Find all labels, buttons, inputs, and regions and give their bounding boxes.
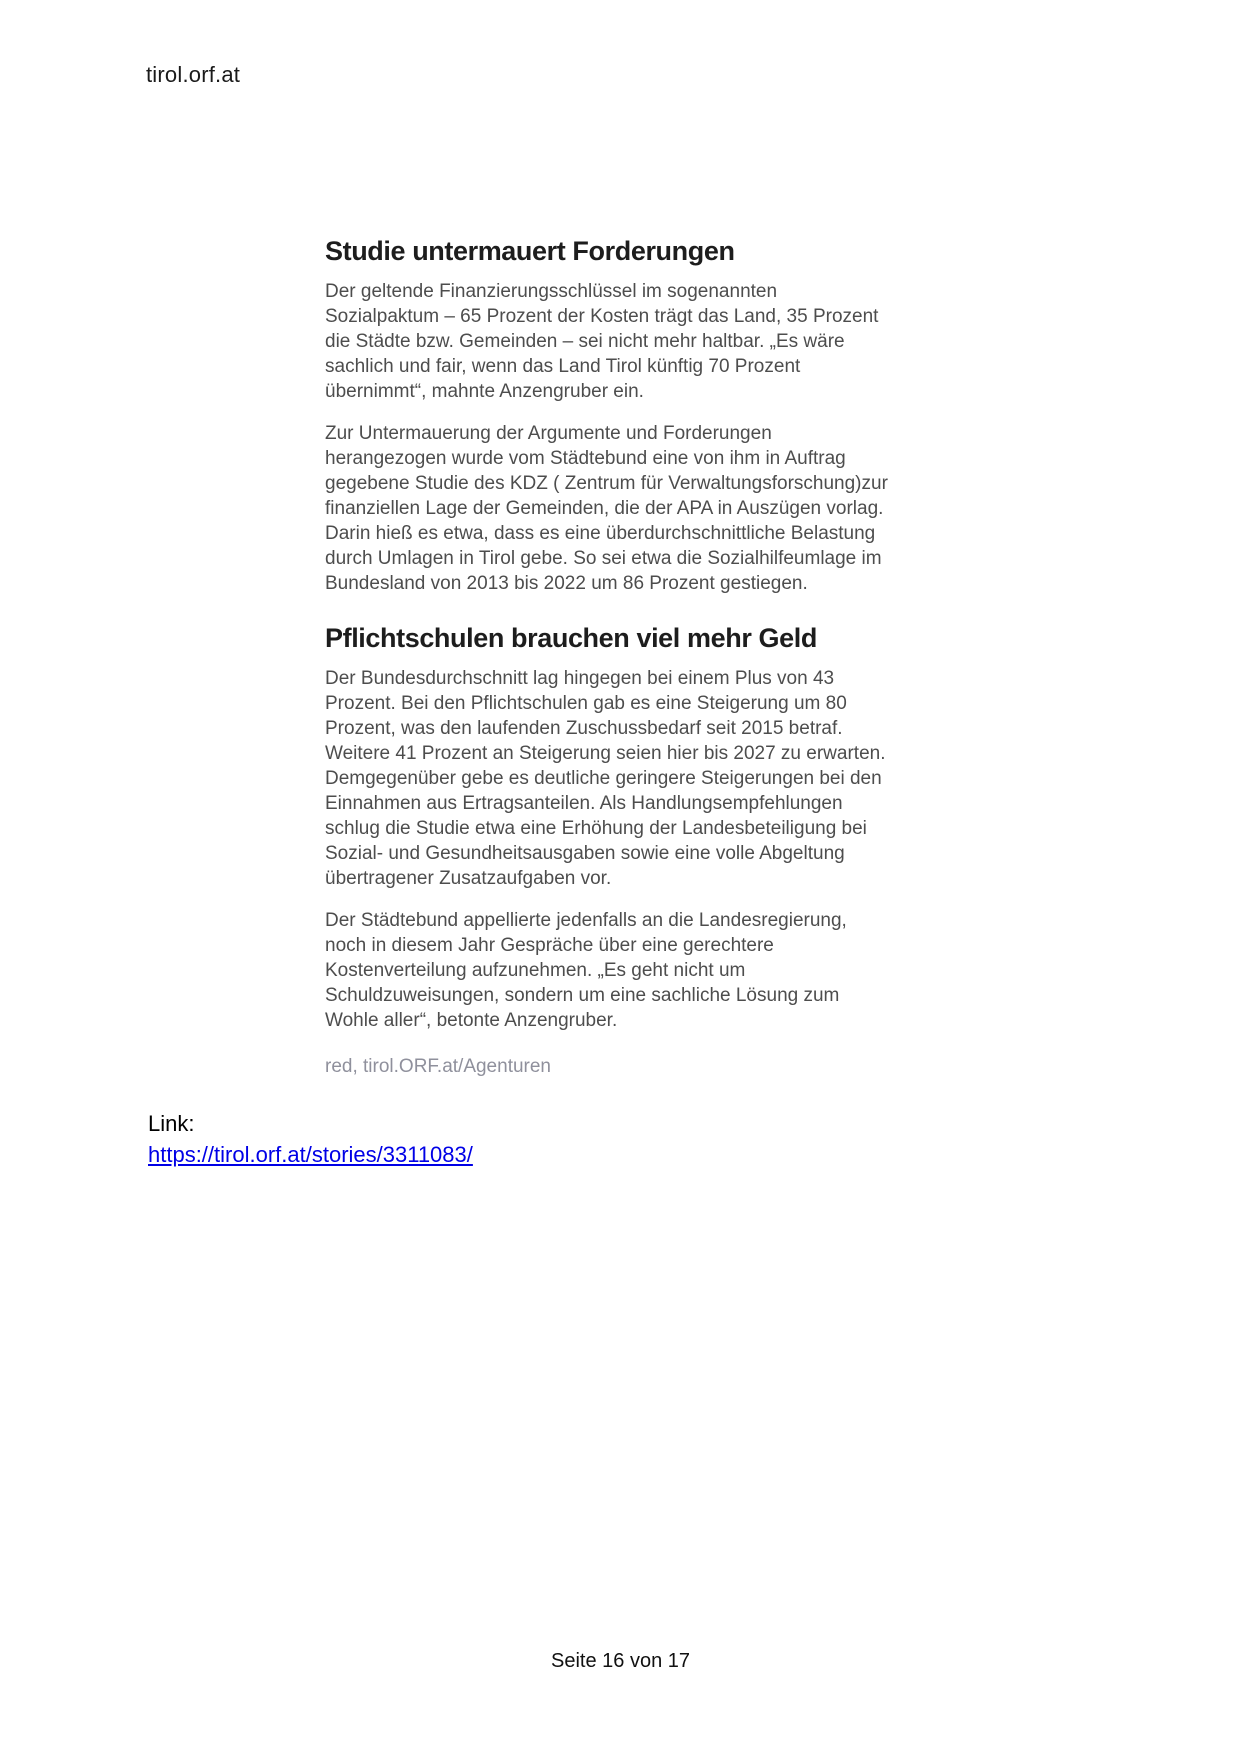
article-body	[325, 236, 891, 1079]
page-number: Seite 16 von 17	[551, 1650, 690, 1672]
site-header: tirol.orf.at	[146, 62, 241, 87]
article-paragraph-2: Zur Untermauerung der Argumente und Forderungen herangezogen wurde vom Städtebund eine von ihm in Auftrag gegebene Studie des KDZ ( Zentrum für Verwaltungsforschung)zur finanziellen Lage der Gemeinden, die der APA in Auszügen vorlag. Darin hieß es etwa, dass es eine überdurchschnittliche Belastung durch Umlagen in Tirol gebe. So sei etwa die Sozialhilfeumlage im Bundesland von 2013 bis 2022 um 86 Prozent gestiegen.	[325, 423, 888, 594]
article-paragraph-4: Der Städtebund appellierte jedenfalls an die Landesregierung, noch in diesem Jahr Gespräche über eine gerechtere Kostenverteilung aufzunehmen. „Es geht nicht um Schuldzuweisungen, sondern um eine sachliche Lösung zum Wohle aller“, betonte Anzengruber.	[325, 910, 847, 1031]
article-link[interactable]: https://tirol.orf.at/stories/3311083/	[148, 1142, 473, 1167]
article-heading-2: Pflichtschulen brauchen viel mehr Geld	[325, 623, 817, 653]
article-byline: red, tirol.ORF.at/Agenturen	[325, 1056, 551, 1077]
link-section	[148, 1108, 473, 1170]
link-label: Link:	[148, 1111, 195, 1136]
article-heading-1: Studie untermauert Forderungen	[325, 236, 735, 266]
article-paragraph-1: Der geltende Finanzierungsschlüssel im sogenannten Sozialpaktum – 65 Prozent der Kosten trägt das Land, 35 Prozent die Städte bzw. Gemeinden – sei nicht mehr haltbar. „Es wäre sachlich und fair, wenn das Land Tirol künftig 70 Prozent übernimmt“, mahnte Anzengruber ein.	[325, 281, 879, 402]
article-paragraph-3: Der Bundesdurchschnitt lag hingegen bei einem Plus von 43 Prozent. Bei den Pflichtschulen gab es eine Steigerung um 80 Prozent, was den laufenden Zuschussbedarf seit 2015 betraf. Weitere 41 Prozent an Steigerung seien hier bis 2027 zu erwarten. Demgegenüber gebe es deutliche geringere Steigerungen bei den Einnahmen aus Ertragsanteilen. Als Handlungsempfehlungen schlug die Studie etwa eine Erhöhung der Landesbeteiligung bei Sozial- und Gesundheitsausgaben sowie eine volle Abgeltung übertragener Zusatzaufgaben vor.	[325, 668, 886, 889]
